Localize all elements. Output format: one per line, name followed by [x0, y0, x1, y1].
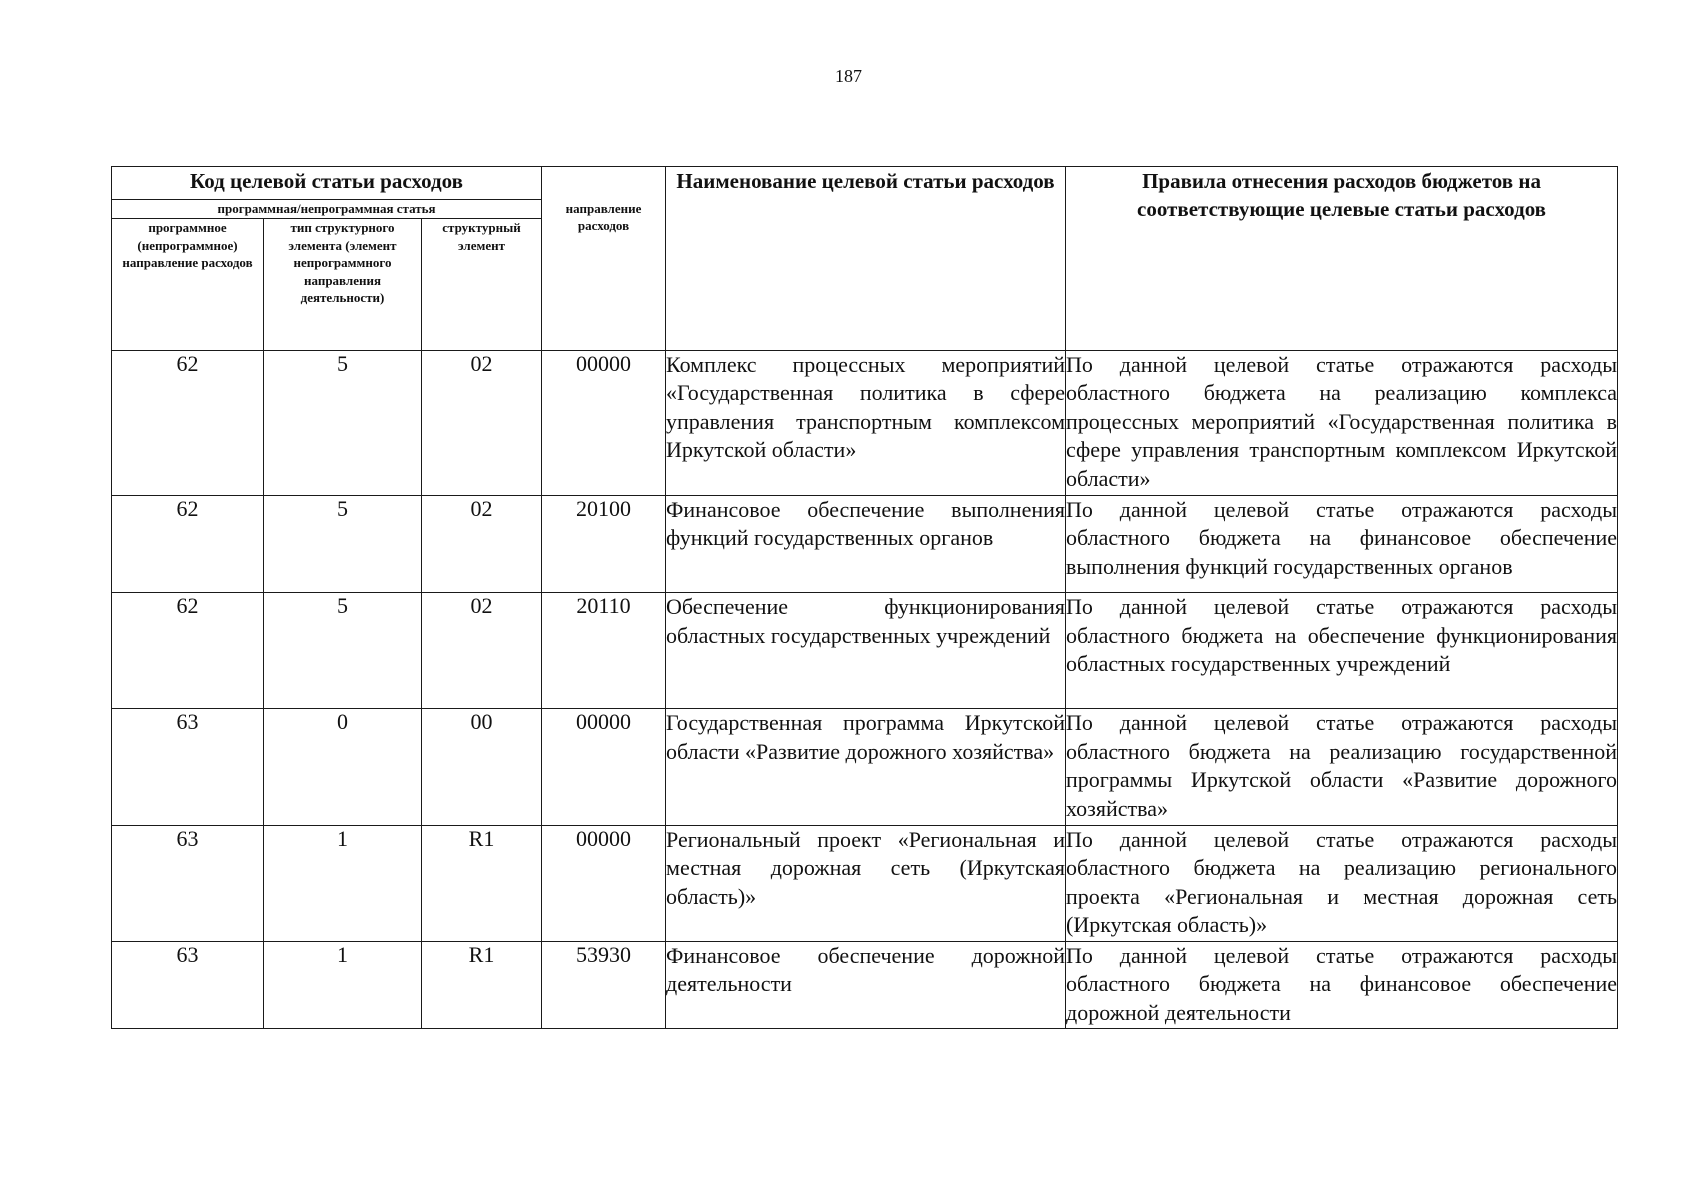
target-articles-table	[111, 166, 1618, 1029]
header-type: тип структурного элемента (элемент непрограммного направления деятельности)	[264, 219, 422, 350]
cell-program: 63	[112, 709, 264, 825]
cell-direction: 00000	[542, 825, 666, 941]
cell-rule: По данной целевой статье отражаются расходы областного бюджета на реализацию регионального проекта «Региональная и местная дорожная сеть (Иркутская область)»	[1066, 825, 1618, 941]
cell-type: 5	[264, 350, 422, 495]
cell-program: 63	[112, 825, 264, 941]
cell-type: 5	[264, 495, 422, 593]
table-row	[112, 941, 1618, 1028]
header-direction: направление расходов	[542, 200, 666, 350]
cell-element: R1	[422, 941, 542, 1028]
cell-program: 63	[112, 941, 264, 1028]
table-row	[112, 350, 1618, 495]
cell-element: 02	[422, 350, 542, 495]
cell-type: 1	[264, 825, 422, 941]
cell-rule: По данной целевой статье отражаются расходы областного бюджета на финансовое обеспечение дорожной деятельности	[1066, 941, 1618, 1028]
table-row	[112, 709, 1618, 825]
cell-rule: По данной целевой статье отражаются расходы областного бюджета на реализацию комплекса процессных мероприятий «Государственная политика в сфере управления транспортным комплексом Иркутской области»	[1066, 350, 1618, 495]
cell-program: 62	[112, 495, 264, 593]
cell-element: 02	[422, 495, 542, 593]
cell-direction: 53930	[542, 941, 666, 1028]
cell-program: 62	[112, 593, 264, 709]
cell-element: 02	[422, 593, 542, 709]
table-row	[112, 495, 1618, 593]
cell-direction: 20100	[542, 495, 666, 593]
table-row	[112, 593, 1618, 709]
cell-rule: По данной целевой статье отражаются расходы областного бюджета на финансовое обеспечение выполнения функций государственных органов	[1066, 495, 1618, 593]
cell-type: 0	[264, 709, 422, 825]
header-code-group: Код целевой статьи расходов	[112, 167, 542, 200]
cell-name: Финансовое обеспечение выполнения функций государственных органов	[666, 495, 1066, 593]
header-name: Наименование целевой статьи расходов	[666, 167, 1066, 351]
cell-rule: По данной целевой статье отражаются расходы областного бюджета на реализацию государственной программы Иркутской области «Развитие дорожного хозяйства»	[1066, 709, 1618, 825]
cell-name: Обеспечение функционирования областных государственных учреждений	[666, 593, 1066, 709]
cell-name: Государственная программа Иркутской области «Развитие дорожного хозяйства»	[666, 709, 1066, 825]
cell-name: Региональный проект «Региональная и местная дорожная сеть (Иркутская область)»	[666, 825, 1066, 941]
cell-program: 62	[112, 350, 264, 495]
header-row-1	[112, 167, 1618, 200]
cell-type: 1	[264, 941, 422, 1028]
cell-name: Комплекс процессных мероприятий «Государственная политика в сфере управления транспортным комплексом Иркутской области»	[666, 350, 1066, 495]
header-program-group: программная/непрограммная статья	[112, 200, 542, 219]
cell-direction: 20110	[542, 593, 666, 709]
header-rules: Правила отнесения расходов бюджетов на соответствующие целевые статьи расходов	[1066, 167, 1618, 351]
cell-rule: По данной целевой статье отражаются расходы областного бюджета на обеспечение функционирования областных государственных учреждений	[1066, 593, 1618, 709]
header-element: структурный элемент	[422, 219, 542, 350]
cell-type: 5	[264, 593, 422, 709]
cell-element: 00	[422, 709, 542, 825]
page-number: 187	[835, 66, 862, 86]
header-program: программное (непрограммное) направление расходов	[112, 219, 264, 350]
cell-name: Финансовое обеспечение дорожной деятельности	[666, 941, 1066, 1028]
cell-direction: 00000	[542, 350, 666, 495]
table-row	[112, 825, 1618, 941]
cell-element: R1	[422, 825, 542, 941]
cell-direction: 00000	[542, 709, 666, 825]
header-spacer	[542, 167, 666, 200]
